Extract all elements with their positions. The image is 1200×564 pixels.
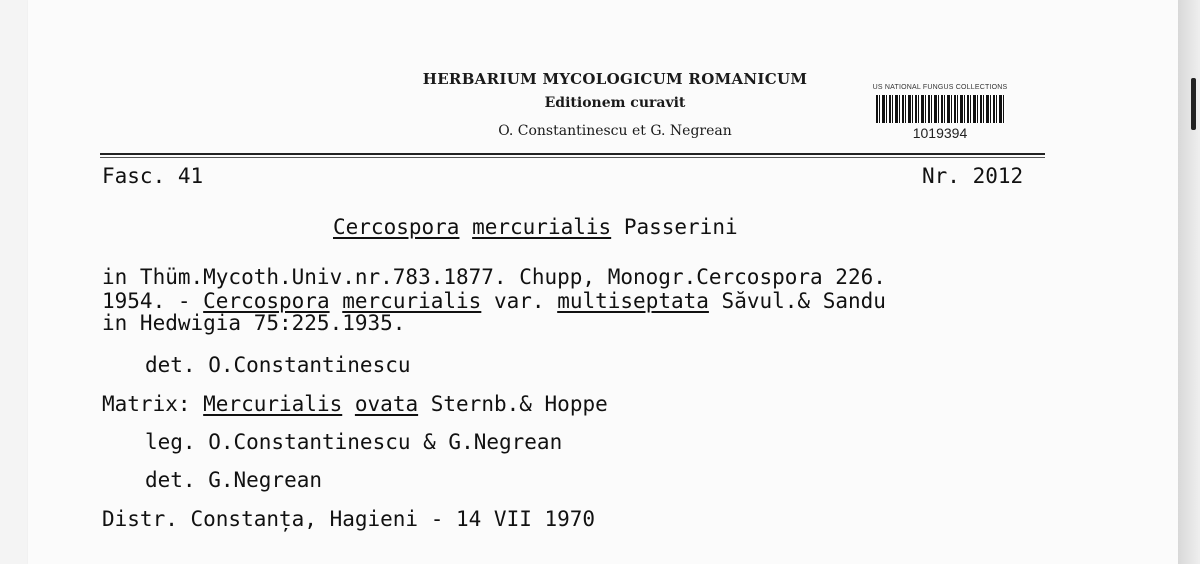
species-genus: Cercospora <box>333 215 460 239</box>
matrix-epithet: ovata <box>354 392 419 416</box>
header-editors: O. Constantinescu et G. Negrean <box>498 123 732 139</box>
citation-line-1: in Thüm.Mycoth.Univ.nr.783.1877. Chupp, Monogr.Cercospora 226. <box>102 265 886 289</box>
citation-var: var. <box>481 289 558 313</box>
fascicle-number: Fasc. 41 <box>102 164 204 188</box>
citation-line-3: in Hedwigia 75:225.1935. <box>102 311 406 335</box>
species-author: Passerini <box>623 215 738 239</box>
matrix-line <box>102 392 608 416</box>
matrix-prefix: Matrix: <box>102 392 204 416</box>
barcode <box>876 95 1006 123</box>
citation-varname: multiseptata <box>557 289 709 313</box>
matrix-author: Sternb.& Hoppe <box>418 392 608 416</box>
citation-epithet: mercurialis <box>342 289 482 313</box>
locality-date: Distr. Constanța, Hagieni - 14 VII 1970 <box>102 507 596 531</box>
collector: leg. O.Constantinescu & G.Negrean <box>145 430 563 454</box>
divider-rule-thin <box>100 157 1045 158</box>
species-epithet: mercurialis <box>472 215 612 239</box>
header-title: HERBARIUM MYCOLOGICUM ROMANICUM <box>422 70 808 88</box>
citation-line-2 <box>102 290 886 312</box>
divider-rule <box>100 153 1045 155</box>
matrix-genus: Mercurialis <box>203 392 343 416</box>
header-subtitle: Editionem curavit <box>544 95 686 111</box>
citation-year: 1954. - <box>102 289 204 313</box>
species-name <box>333 215 738 239</box>
barcode-label: US NATIONAL FUNGUS COLLECTIONS <box>872 84 1008 91</box>
determiner-1: det. O.Constantinescu <box>145 353 411 377</box>
citation-genus: Cercospora <box>203 289 330 313</box>
barcode-number: 1019394 <box>912 125 968 141</box>
citation-authors: Săvul.& Sandu <box>708 289 886 313</box>
edge-mark <box>1191 78 1196 130</box>
specimen-number: Nr. 2012 <box>922 164 1024 188</box>
sheet-edge <box>1178 0 1200 564</box>
determiner-2: det. G.Negrean <box>145 468 323 492</box>
